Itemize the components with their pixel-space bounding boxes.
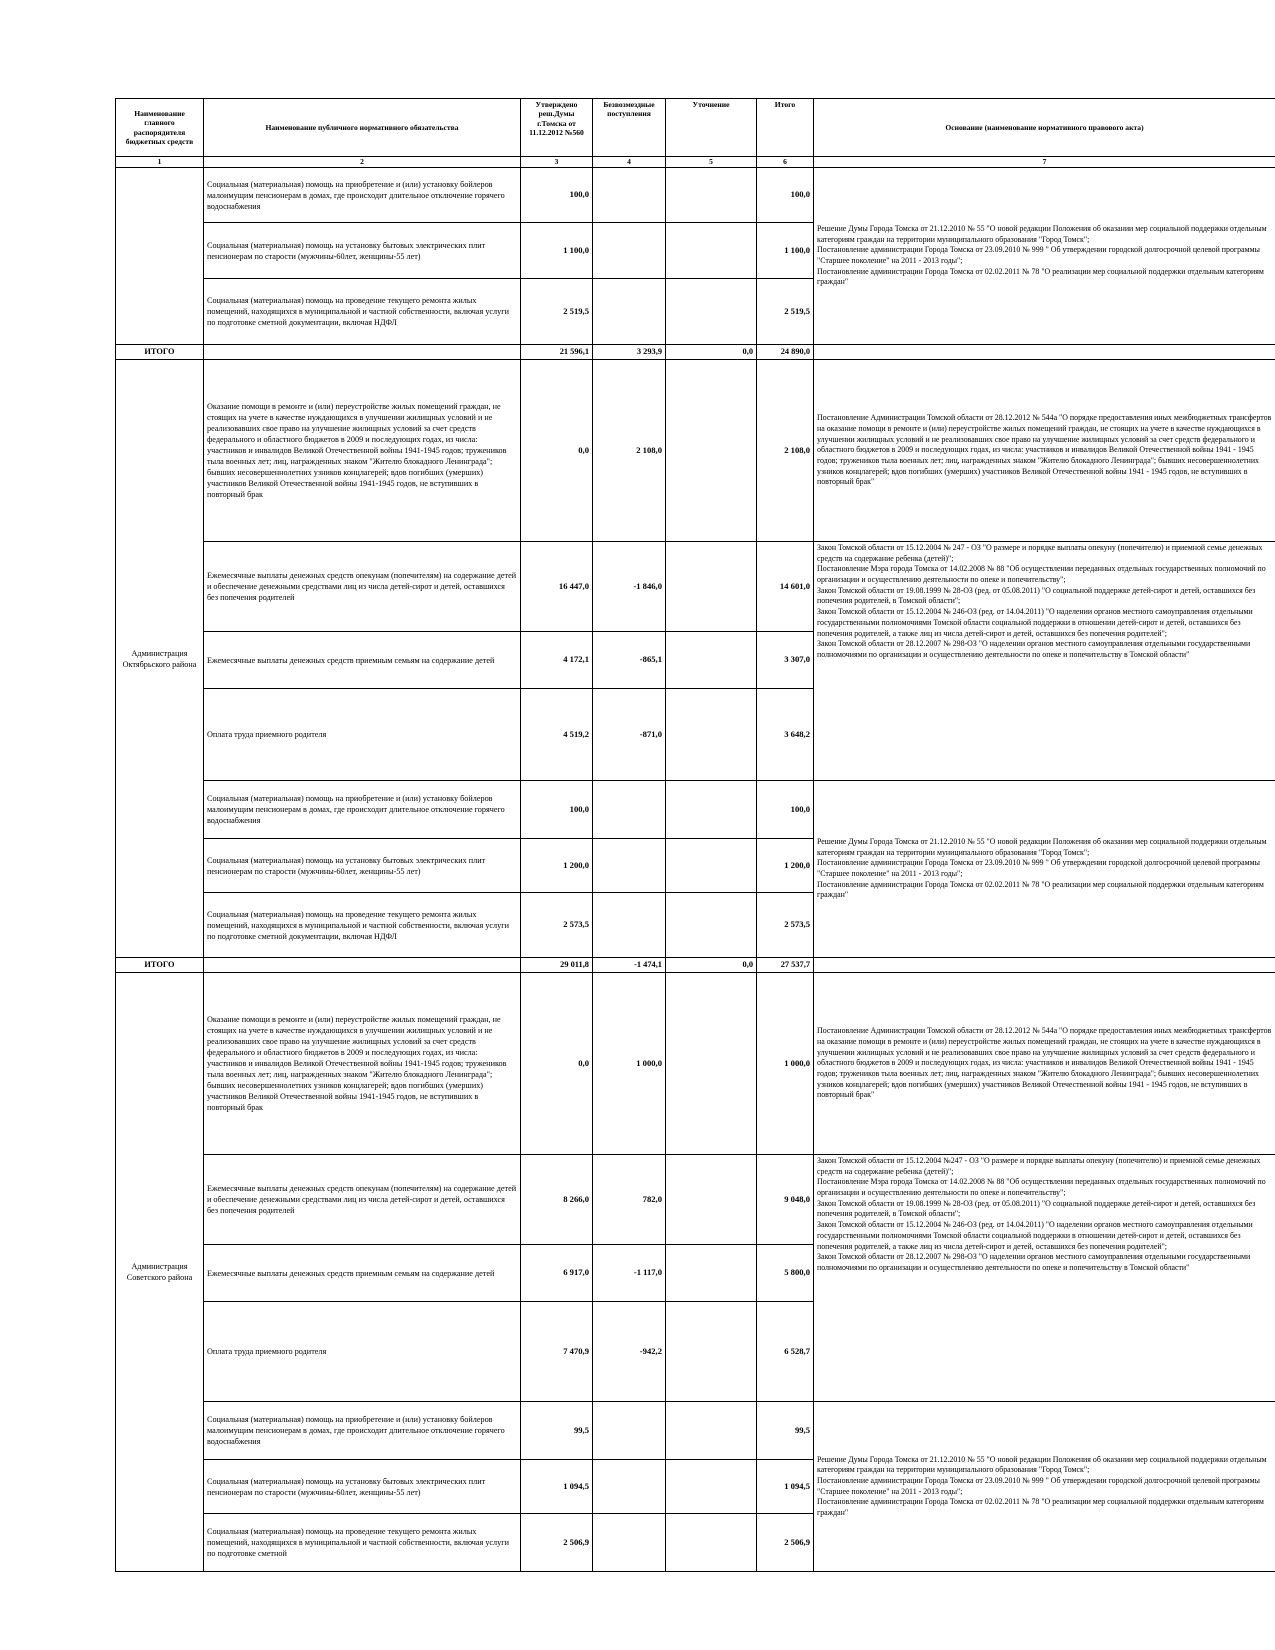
approved-cell: 16 447,0 (521, 542, 593, 632)
column-index: 6 (757, 157, 814, 168)
clar-cell (666, 542, 757, 632)
table-row (116, 360, 1275, 542)
free-cell: -942,2 (593, 1302, 666, 1402)
approved-cell: 0,0 (521, 360, 593, 542)
approved-cell: 7 470,9 (521, 1302, 593, 1402)
obligation-cell: Социальная (материальная) помощь на проведение текущего ремонта жилых помещений, находящихся в муниципальной и частной собственности, включая услуги по подготовке сметной документации, включая НДФЛ (204, 893, 521, 958)
approved-cell: 6 917,0 (521, 1245, 593, 1302)
approved-cell: 99,5 (521, 1402, 593, 1460)
approved-cell: 2 506,9 (521, 1514, 593, 1572)
total-clar: 0,0 (666, 345, 757, 360)
obligation-cell: Ежемесячные выплаты денежных средств опекунам (попечителям) на содержание детей и обеспечение денежными средствами лиц из числа детей-сирот и детей, оставшихся без попечения родителей (204, 1155, 521, 1245)
total-empty (814, 958, 1275, 973)
total-cell: 3 307,0 (757, 632, 814, 689)
obligation-cell: Оказание помощи в ремонте и (или) переустройстве жилых помещений граждан, не стоящих на учете в качестве нуждающихся в улучшении жилищных условий и не реализовавших свое право на улучшение жилищных условий за счет средств федерального и областного бюджетов в 2009 и последующих годах, из числа: участников и инвалидов Великой Отечественной войны 1941-1945 годов; тружеников тыла военных лет; лиц, награжденных знаком "Жителю блокадного Ленинграда"; бывших несовершеннолетних узников концлагерей; вдов погибших (умерших) участников Великой Отечественной войны 1941-1945 годов, не вступивших в повторный брак (204, 360, 521, 542)
clar-cell (666, 1155, 757, 1245)
table-row (116, 168, 1275, 223)
obligation-cell: Оказание помощи в ремонте и (или) переустройстве жилых помещений граждан, не стоящих на учете в качестве нуждающихся в улучшении жилищных условий и не реализовавших свое право на улучшение жилищных условий за счет средств федерального и областного бюджетов в 2009 и последующих годах, из числа: участников и инвалидов Великой Отечественной войны 1941-1945 годов; тружеников тыла военных лет; лиц, награжденных знаком "Жителю блокадного Ленинграда"; бывших несовершеннолетних узников концлагерей; вдов погибших (умерших) участников Великой Отечественной войны 1941-1945 годов, не вступивших в повторный брак (204, 973, 521, 1155)
free-cell: -871,0 (593, 689, 666, 781)
total-free: -1 474,1 (593, 958, 666, 973)
header-row (116, 99, 1275, 157)
clar-cell (666, 973, 757, 1155)
column-index: 4 (593, 157, 666, 168)
total-cell: 3 648,2 (757, 689, 814, 781)
column-index: 2 (204, 157, 521, 168)
free-cell (593, 781, 666, 839)
total-clar: 0,0 (666, 958, 757, 973)
total-empty (814, 345, 1275, 360)
total-cell: 1 200,0 (757, 839, 814, 893)
clar-cell (666, 360, 757, 542)
header-distributor: Наименование главного распорядителя бюджетных средств (116, 99, 204, 157)
clar-cell (666, 168, 757, 223)
total-cell: 100,0 (757, 781, 814, 839)
clar-cell (666, 781, 757, 839)
free-cell (593, 223, 666, 279)
obligation-cell: Социальная (материальная) помощь на установку бытовых электрических плит пенсионерам по старости (мужчины-60лет, женщины-55 лет) (204, 839, 521, 893)
free-cell: -1 117,0 (593, 1245, 666, 1302)
obligation-cell: Социальная (материальная) помощь на проведение текущего ремонта жилых помещений, находящихся в муниципальной и частной собственности, включая услуги по подготовке сметной (204, 1514, 521, 1572)
obligation-cell: Социальная (материальная) помощь на проведение текущего ремонта жилых помещений, находящихся в муниципальной и частной собственности, включая услуги по подготовке сметной документации, включая НДФЛ (204, 279, 521, 345)
budget-table-sheet (115, 98, 1275, 1572)
table-row (116, 1402, 1275, 1460)
clar-cell (666, 632, 757, 689)
total-row (116, 958, 1275, 973)
total-free: 3 293,9 (593, 345, 666, 360)
total-sum: 24 890,0 (757, 345, 814, 360)
free-cell: 782,0 (593, 1155, 666, 1245)
free-cell (593, 279, 666, 345)
budget-table (115, 98, 1275, 1572)
approved-cell: 2 573,5 (521, 893, 593, 958)
obligation-cell: Оплата труда приемного родителя (204, 689, 521, 781)
clar-cell (666, 1460, 757, 1514)
approved-cell: 1 100,0 (521, 223, 593, 279)
free-cell: 2 108,0 (593, 360, 666, 542)
header-clarification: Уточнение (666, 99, 757, 157)
free-cell (593, 893, 666, 958)
approved-cell: 1 200,0 (521, 839, 593, 893)
free-cell (593, 1402, 666, 1460)
basis-cell: Решение Думы Города Томска от 21.12.2010 № 55 "О новой редакции Положения об оказании мер социальной поддержки отдельным категориям граждан на территории муниципального образования "Город Томск"; Постановление администрации Города Томска от 23.09.2010 № 999 " Об утверждении городской долгосрочной целевой программы "Старшее поколение" на 2011 - 2013 годы"; Постановление администрации Города Томска от 02.02.2011 № 78 "О реализации мер социальной поддержки отдельным категориям граждан" (814, 168, 1275, 345)
basis-cell: Закон Томской области от 15.12.2004 №247 - ОЗ "О размере и порядке выплаты опекуну (попечителю) и приемной семье денежных средств на содержание ребенка (детей)"; Постановление Мэра города Томска от 14.02.2008 № 88 "Об осуществлении переданных отдельных государственных полномочий по организации и осуществлению деятельности по опеке и попечительству"; Закон Томской области от 19.08.1999 № 28-ОЗ (ред. от 05.08.2011) "О социальной поддержке детей-сирот и детей, оставшихся без попечения родителей, в Томской области"; Закон Томской области от 15.12.2004 № 246-ОЗ (ред. от 14.04.2011) "О наделении органов местного самоуправления отдельными государственными полномочиями Томской области социальной поддержки в отношении детей-сирот и детей, оставшихся без попечения родителей, а также лиц из числа детей-сирот и детей, оставшихся без попечения родителей"; Закон Томской области от 28.12.2007 № 298-ОЗ "О наделении органов местного самоуправления отдельными государственными полномочиями по организации и осуществлению деятельности по опеке и попечительству в Томской области" (814, 1155, 1275, 1402)
header-basis: Основание (наименование нормативного правового акта) (814, 99, 1275, 157)
clar-cell (666, 893, 757, 958)
total-cell: 2 573,5 (757, 893, 814, 958)
approved-cell: 1 094,5 (521, 1460, 593, 1514)
distributor-cell: Администрация Октябрьского района (116, 360, 204, 958)
obligation-cell: Оплата труда приемного родителя (204, 1302, 521, 1402)
total-empty (204, 958, 521, 973)
obligation-cell: Социальная (материальная) помощь на приобретение и (или) установку бойлеров малоимущим пенсионерам в домах, где происходит длительное отключение горячего водоснабжения (204, 1402, 521, 1460)
header-total: Итого (757, 99, 814, 157)
header-obligation: Наименование публичного нормативного обязательства (204, 99, 521, 157)
obligation-cell: Ежемесячные выплаты денежных средств опекунам (попечителям) на содержание детей и обеспечение денежными средствами лиц из числа детей-сирот и детей, оставшихся без попечения родителей (204, 542, 521, 632)
total-cell: 9 048,0 (757, 1155, 814, 1245)
clar-cell (666, 279, 757, 345)
obligation-cell: Социальная (материальная) помощь на установку бытовых электрических плит пенсионерам по старости (мужчины-60лет, женщины-55 лет) (204, 1460, 521, 1514)
total-approved: 21 596,1 (521, 345, 593, 360)
free-cell: -865,1 (593, 632, 666, 689)
clar-cell (666, 1245, 757, 1302)
free-cell (593, 839, 666, 893)
column-index: 7 (814, 157, 1275, 168)
free-cell (593, 168, 666, 223)
obligation-cell: Ежемесячные выплаты денежных средств приемным семьям на содержание детей (204, 632, 521, 689)
column-index-row (116, 157, 1275, 168)
approved-cell: 4 172,1 (521, 632, 593, 689)
column-index: 1 (116, 157, 204, 168)
total-approved: 29 011,8 (521, 958, 593, 973)
clar-cell (666, 223, 757, 279)
total-cell: 5 800,0 (757, 1245, 814, 1302)
approved-cell: 2 519,5 (521, 279, 593, 345)
total-label: ИТОГО (116, 958, 204, 973)
clar-cell (666, 1302, 757, 1402)
approved-cell: 8 266,0 (521, 1155, 593, 1245)
total-empty (204, 345, 521, 360)
total-cell: 6 528,7 (757, 1302, 814, 1402)
obligation-cell: Социальная (материальная) помощь на установку бытовых электрических плит пенсионерам по старости (мужчины-60лет, женщины-55 лет) (204, 223, 521, 279)
approved-cell: 100,0 (521, 168, 593, 223)
total-cell: 100,0 (757, 168, 814, 223)
distributor-cell: Администрация Советского района (116, 973, 204, 1572)
basis-cell: Решение Думы Города Томска от 21.12.2010 № 55 "О новой редакции Положения об оказании мер социальной поддержки отдельным категориям граждан на территории муниципального образования "Город Томск"; Постановление администрации Города Томска от 23.09.2010 № 999 " Об утверждении городской долгосрочной целевой программы "Старшее поколение" на 2011 - 2013 годы"; Постановление администрации Города Томска от 02.02.2011 № 78 "О реализации мер социальной поддержки отдельным категориям граждан" (814, 781, 1275, 958)
basis-cell: Решение Думы Города Томска от 21.12.2010 № 55 "О новой редакции Положения об оказании мер социальной поддержки отдельным категориям граждан на территории муниципального образования "Город Томск"; Постановление администрации Города Томска от 23.09.2010 № 999 " Об утверждении городской долгосрочной целевой программы "Старшее поколение" на 2011 - 2013 годы"; Постановление администрации Города Томска от 02.02.2011 № 78 "О реализации мер социальной поддержки отдельным категориям граждан" (814, 1402, 1275, 1572)
table-row (116, 973, 1275, 1155)
approved-cell: 4 519,2 (521, 689, 593, 781)
total-cell: 2 108,0 (757, 360, 814, 542)
obligation-cell: Социальная (материальная) помощь на приобретение и (или) установку бойлеров малоимущим пенсионерам в домах, где происходит длительное отключение горячего водоснабжения (204, 168, 521, 223)
total-cell: 1 100,0 (757, 223, 814, 279)
free-cell: 1 000,0 (593, 973, 666, 1155)
obligation-cell: Ежемесячные выплаты денежных средств приемным семьям на содержание детей (204, 1245, 521, 1302)
clar-cell (666, 839, 757, 893)
approved-cell: 100,0 (521, 781, 593, 839)
free-cell: -1 846,0 (593, 542, 666, 632)
basis-cell: Постановление Администрации Томской области от 28.12.2012 № 544а "О порядке предоставления иных межбюджетных трансфертов на оказание помощи в ремонте и (или) переустройстве жилых помещений граждан, не стоящих на учете в качестве нуждающихся в улучшении жилищных условий и не реализовавших свое право на улучшение жилищных условий за счет средств федерального и областного бюджетов в 2009 и последующих годах, из числа: участников и инвалидов Великой Отечественной войны 1941 - 1945 годов; тружеников тыла военных лет; лиц, награжденных знаком "Жителю блокадного Ленинграда"; бывших несовершеннолетних узников концлагерей; вдов погибших (умерших) участников Великой Отечественной войны 1941 - 1945 годов, не вступивших в повторный брак" (814, 973, 1275, 1155)
total-row (116, 345, 1275, 360)
total-cell: 14 601,0 (757, 542, 814, 632)
header-free-receipts: Безвозмездные поступления (593, 99, 666, 157)
distributor-cell (116, 168, 204, 345)
table-row (116, 781, 1275, 839)
header-approved: Утверждено реш.Думы г.Томска от 11.12.2012 №560 (521, 99, 593, 157)
total-cell: 1 094,5 (757, 1460, 814, 1514)
total-cell: 99,5 (757, 1402, 814, 1460)
free-cell (593, 1514, 666, 1572)
approved-cell: 0,0 (521, 973, 593, 1155)
clar-cell (666, 689, 757, 781)
column-index: 5 (666, 157, 757, 168)
total-cell: 1 000,0 (757, 973, 814, 1155)
basis-cell: Закон Томской области от 15.12.2004 № 247 - ОЗ "О размере и порядке выплаты опекуну (попечителю) и приемной семье денежных средств на содержание ребенка (детей)"; Постановление Мэра города Томска от 14.02.2008 № 88 "Об осуществлении переданных отдельных государственных полномочий по организации и осуществлению деятельности по опеке и попечительству"; Закон Томской области от 19.08.1999 № 28-ОЗ (ред. от 05.08.2011) "О социальной поддержке детей-сирот и детей, оставшихся без попечения родителей, в Томской области"; Закон Томской области от 15.12.2004 № 246-ОЗ (ред. от 14.04.2011) "О наделении органов местного самоуправления отдельными государственными полномочиями Томской области социальной поддержки в отношении детей-сирот и детей, оставшихся без попечения родителей, а также лиц из числа детей-сирот и детей, оставшихся без попечения родителей"; Закон Томской области от 28.12.2007 № 298-ОЗ "О наделении органов местного самоуправления отдельными государственными полномочиями по организации и осуществлению деятельности по опеке и попечительству в Томской области" (814, 542, 1275, 781)
total-cell: 2 506,9 (757, 1514, 814, 1572)
total-cell: 2 519,5 (757, 279, 814, 345)
clar-cell (666, 1514, 757, 1572)
total-label: ИТОГО (116, 345, 204, 360)
free-cell (593, 1460, 666, 1514)
table-row (116, 542, 1275, 632)
clar-cell (666, 1402, 757, 1460)
obligation-cell: Социальная (материальная) помощь на приобретение и (или) установку бойлеров малоимущим пенсионерам в домах, где происходит длительное отключение горячего водоснабжения (204, 781, 521, 839)
table-row (116, 1155, 1275, 1245)
total-sum: 27 537,7 (757, 958, 814, 973)
basis-cell: Постановление Администрации Томской области от 28.12.2012 № 544а "О порядке предоставления иных межбюджетных трансфертов на оказание помощи в ремонте и (или) переустройстве жилых помещений граждан, не стоящих на учете в качестве нуждающихся в улучшении жилищных условий и не реализовавших свое право на улучшение жилищных условий за счет средств федерального и областного бюджетов в 2009 и последующих годах, из числа: участников и инвалидов Великой Отечественной войны 1941 - 1945 годов; тружеников тыла военных лет; лиц, награжденных знаком "Жителю блокадного Ленинграда"; бывших несовершеннолетних узников концлагерей; вдов погибших (умерших) участников Великой Отечественной войны 1941 - 1945 годов, не вступивших в повторный брак" (814, 360, 1275, 542)
column-index: 3 (521, 157, 593, 168)
